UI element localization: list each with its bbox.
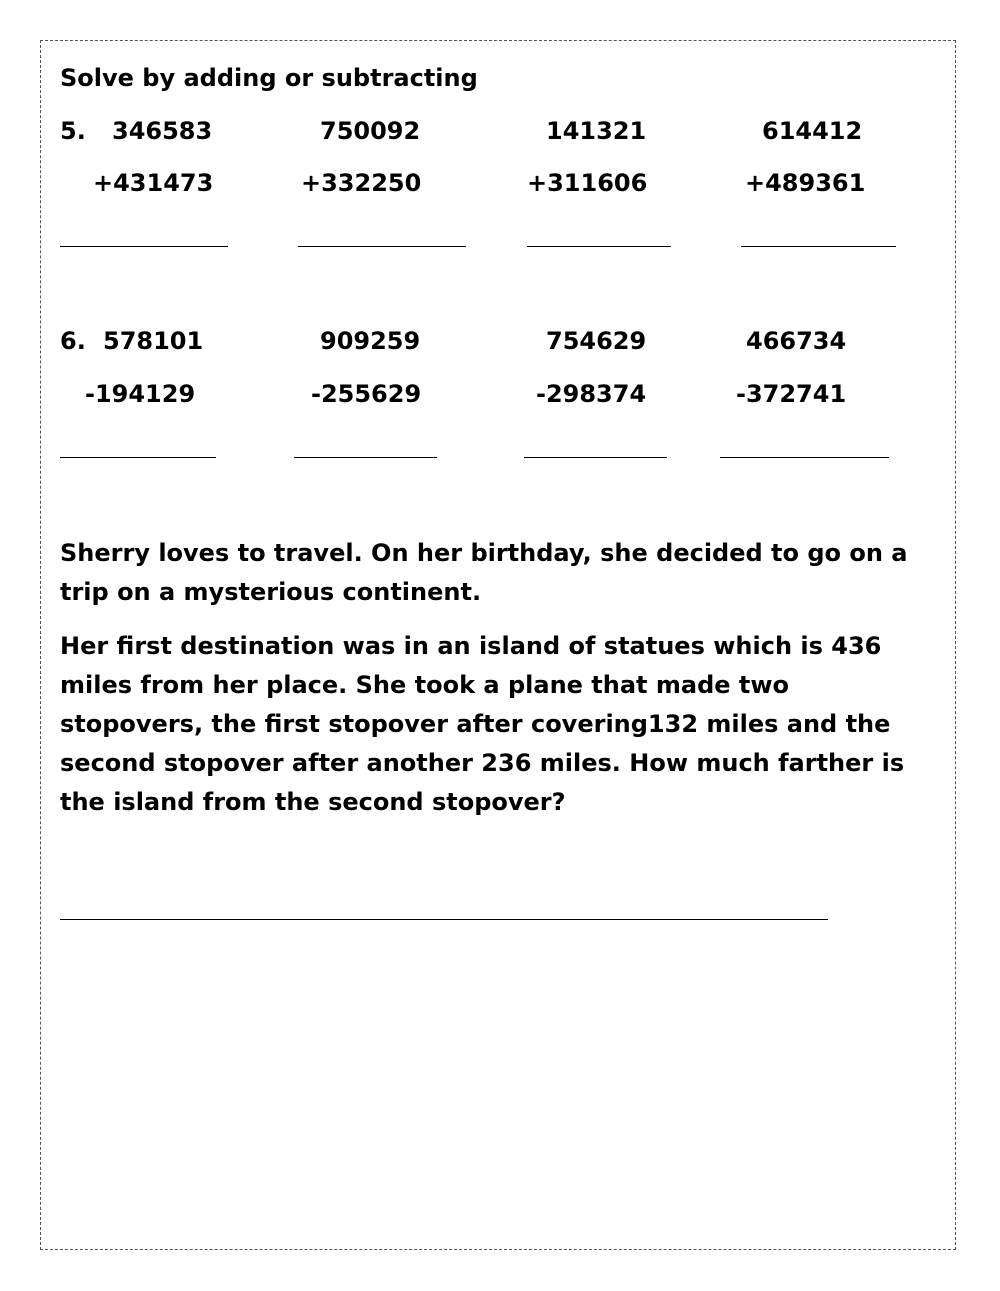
problem-5a-answer-line[interactable] xyxy=(60,246,228,247)
problem-6b-top: 909259 xyxy=(320,327,421,355)
problem-6c-bottom: -298374 xyxy=(536,380,647,408)
problem-5a-top: 346583 xyxy=(112,117,213,145)
word-problem-answer-line[interactable] xyxy=(60,919,828,920)
problem-6-number: 6. xyxy=(60,327,86,355)
story-question: Her first destination was in an island of statues which is 436 miles from her place. She took a plane that made two stopovers, the first stopover after covering132 miles and the second stopover after another 236 miles. How much farther is the island from the second stopover? xyxy=(60,632,905,816)
story-intro: Sherry loves to travel. On her birthday, she decided to go on a trip on a mysterious continent. xyxy=(60,539,908,606)
problem-5b-top: 750092 xyxy=(320,117,421,145)
problem-6c-answer-line[interactable] xyxy=(524,457,667,458)
problem-6d-bottom: -372741 xyxy=(736,380,847,408)
problem-5c-answer-line[interactable] xyxy=(527,246,671,247)
instruction-heading: Solve by adding or subtracting xyxy=(60,64,478,92)
problem-6d-answer-line[interactable] xyxy=(720,457,889,458)
problem-6a-top: 578101 xyxy=(103,327,204,355)
problem-6b-bottom: -255629 xyxy=(311,380,422,408)
problem-6c-top: 754629 xyxy=(546,327,647,355)
problem-5a-bottom: +431473 xyxy=(93,169,214,197)
problem-5c-top: 141321 xyxy=(546,117,647,145)
problem-5d-top: 614412 xyxy=(762,117,863,145)
problem-5c-bottom: +311606 xyxy=(527,169,648,197)
problem-6a-answer-line[interactable] xyxy=(60,457,216,458)
problem-5b-bottom: +332250 xyxy=(301,169,422,197)
problem-5d-answer-line[interactable] xyxy=(741,246,896,247)
problem-5d-bottom: +489361 xyxy=(745,169,866,197)
problem-6a-bottom: -194129 xyxy=(85,380,196,408)
problem-5-number: 5. xyxy=(60,117,86,145)
problem-5b-answer-line[interactable] xyxy=(298,246,466,247)
problem-6d-top: 466734 xyxy=(746,327,847,355)
problem-6b-answer-line[interactable] xyxy=(294,457,437,458)
